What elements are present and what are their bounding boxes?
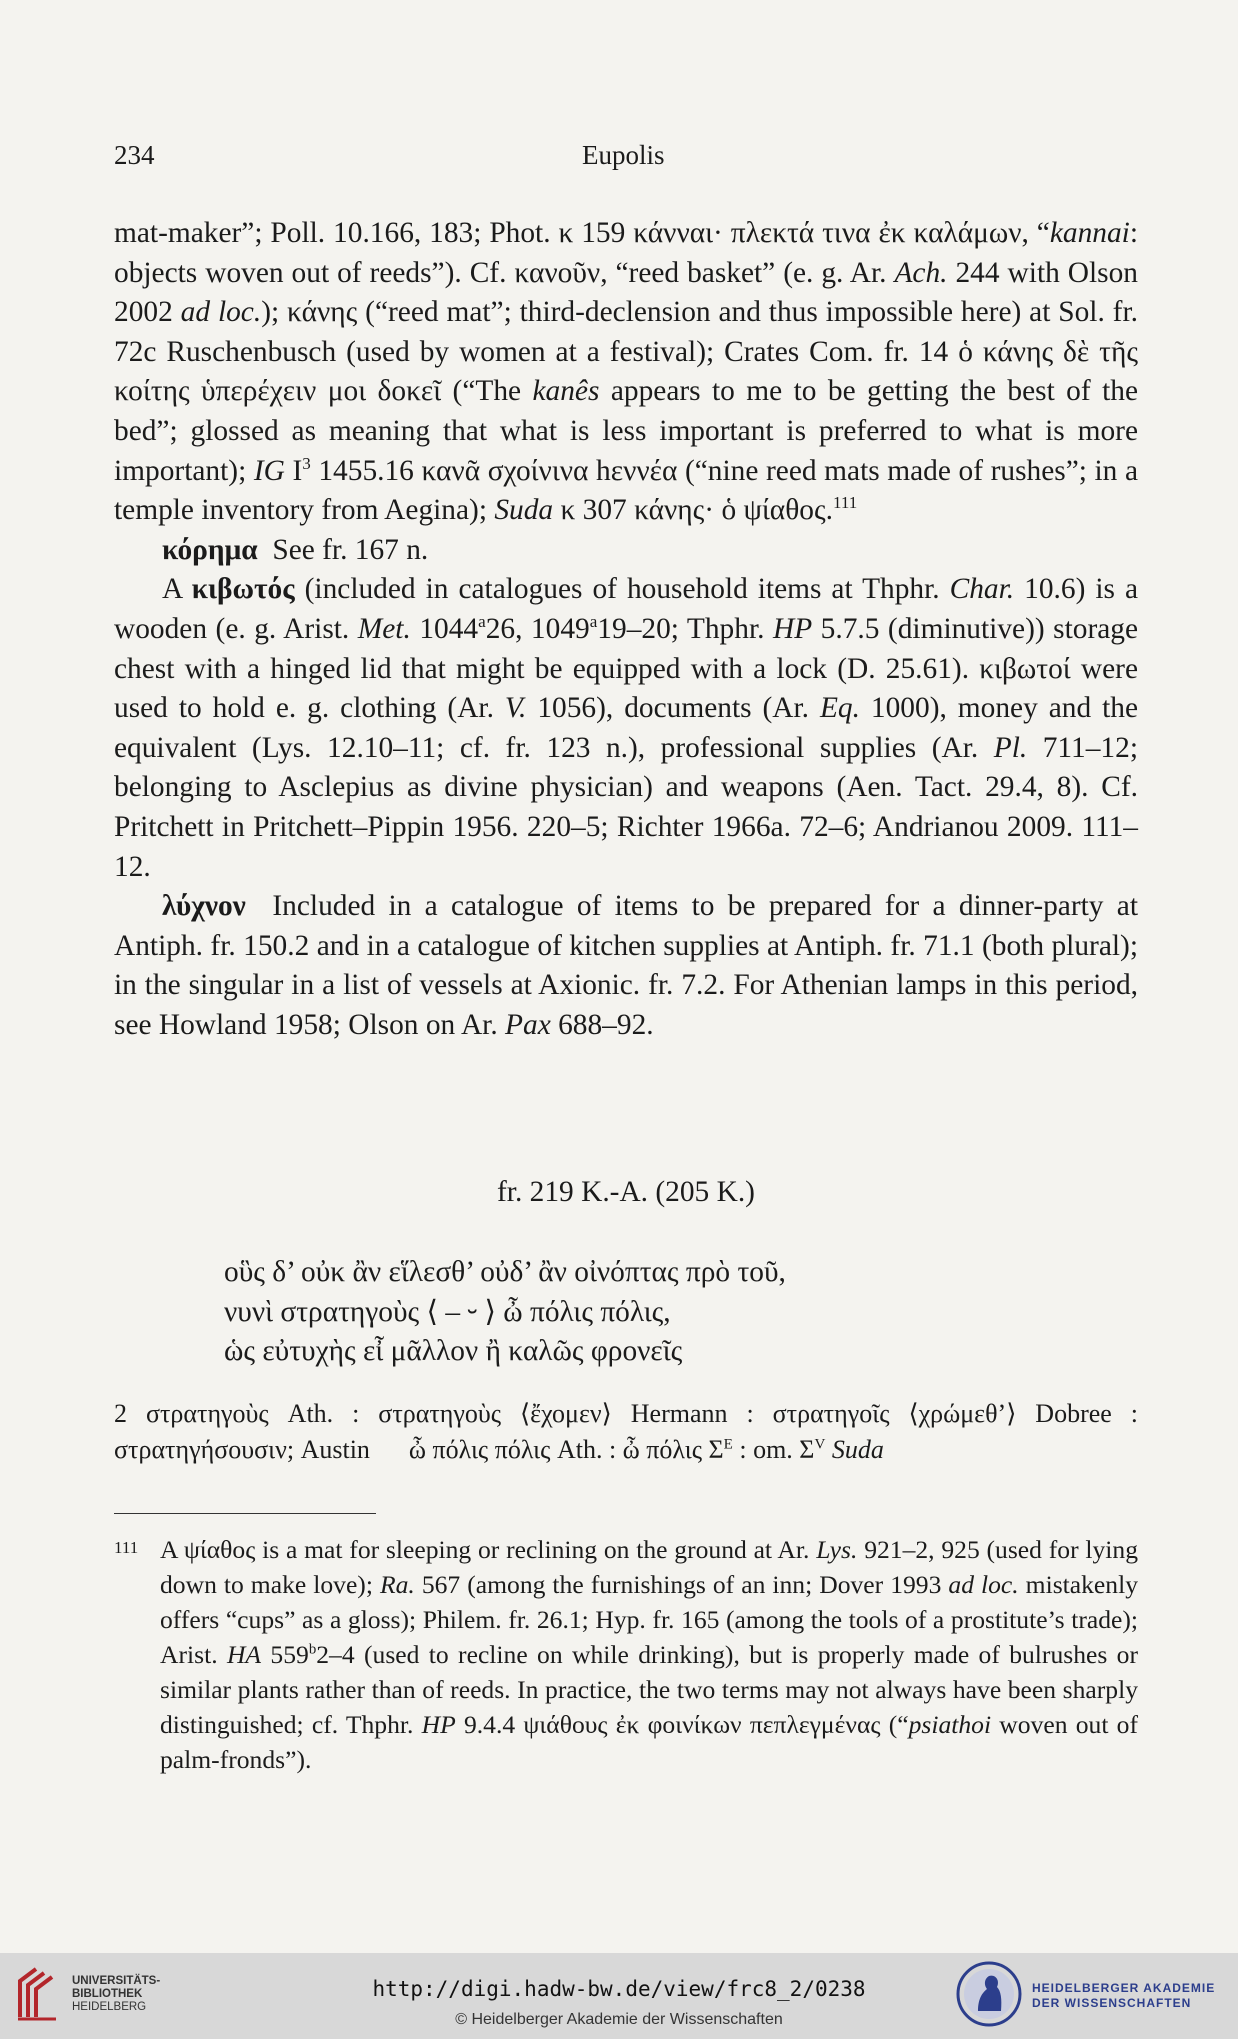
viewer-footer bbox=[0, 1953, 1238, 2039]
running-head bbox=[114, 136, 1138, 176]
footnote-text: A ψίαθος is a mat for sleeping or reclining on the ground at Ar. Lys. 921–2, 925 (used for lying down to make love); Ra. 567 (among the furnishings of an inn; Dover 1993 ad loc. mistakenly offers “cups” as a gloss); Philem. fr. 26.1; Hyp. fr. 165 (among the tools of a prostitute’s trade); Arist. HA 559$^b$2–4 (used to recline on while drinking), but is properly made of bulrushes or similar plants rather than of reeds. In practice, the two terms may not always have been sharply distinguished; cf. Thphr. HP 9.4.4 ψιάθους ἐκ φοινίκων πεπλεγμένας (“psiathoi woven out of palm-fronds”). bbox=[160, 1535, 1138, 1774]
fragment-heading: fr. 219 K.-A. (205 K.) bbox=[497, 1176, 755, 1208]
copyright-notice: © Heidelberger Akademie der Wissenschaften bbox=[455, 2011, 783, 2028]
fragment-verse bbox=[224, 1253, 786, 1372]
commentary-paragraph: mat-maker”; Poll. 10.166, 183; Phot. κ 159 κάνναι· πλεκτά τινα ἐκ καλάμων, “kannai: objects woven out of reeds”). Cf. κανοῦν, “reed basket” (e. g. Ar. Ach. 244 with Olson 2002 ad loc.); κάνης (“reed mat”; third-declension and thus impossible here) at Sol. fr. 72c Ruschenbusch (used by women at a festival); Crates Com. fr. 14 ὁ κάνης δὲ τῆς κοίτης ὑπερέχειν μοι δοκεῖ (“The kanês appears to me to be getting the best of the bed”; glossed as meaning that what is less important is preferred to what is more important); IG $I^3$ 1455.16 κανᾶ σχοίνινα hεννέα (“nine reed mats made of rushes”; in a temple inventory from Aegina); Suda κ 307 κάνης· ὁ ψίαθος.$^{111}$ bbox=[114, 217, 1138, 527]
academy-name: HEIDELBERGER AKADEMIE DER WISSENSCHAFTEN bbox=[1032, 1981, 1216, 2010]
running-head-title: Eupolis bbox=[582, 140, 665, 170]
permalink-url[interactable]: http://digi.hadw-bw.de/view/frc8_2/0238 bbox=[372, 1977, 866, 2001]
footnote bbox=[114, 1532, 1138, 1777]
verse-line: ὡς εὐτυχὴς εἶ μᾶλλον ἢ καλῶς φρονεῖς bbox=[224, 1335, 683, 1368]
lemma: λύχνον bbox=[162, 890, 246, 923]
academy-logo-icon[interactable] bbox=[954, 1959, 1024, 2029]
lemma-entry-kibotos: A κιβωτός (included in catalogues of household items at Thphr. Char. 10.6) is a wooden (e. g. Arist. Met. 1044$^a$26, 1049$^a$19–20; Thphr. HP 5.7.5 (diminutive)) storage chest with a hinged lid that might be equipped with a lock (D. 25.61). κιβωτοί were used to hold e. g. clothing (Ar. V. 1056), documents (Ar. Eq. 1000), money and the equivalent (Lys. 12.10–11; cf. fr. 123 n.), professional supplies (Ar. Pl. 711–12; belonging to Asclepius as divine physician) and weapons (Aen. Tact. 29.4, 8). Cf. Pritchett in Pritchett–Pippin 1956. 220–5; Richter 1966a. 72–6; Andrianou 2009. 111–12. bbox=[114, 573, 1139, 883]
footnote-mark: 111 bbox=[114, 1538, 139, 1557]
footnote-reference[interactable]: 111 bbox=[832, 493, 858, 513]
page-number: 234 bbox=[114, 140, 155, 170]
university-library-name: UNIVERSITÄTS- BIBLIOTHEK HEIDELBERG bbox=[72, 1975, 161, 2013]
lemma: κιβωτός bbox=[191, 573, 295, 606]
verse-line: οὓς δ’ οὐκ ἂν εἵλεσθ’ οὐδ’ ἂν οἰνόπτας πρὸ τοῦ, bbox=[224, 1256, 786, 1288]
lemma: κόρημα bbox=[162, 533, 258, 566]
lemma-entry-korema: κόρημα See fr. 167 n. bbox=[162, 533, 429, 566]
commentary-body bbox=[114, 214, 1146, 1045]
footnote-divider bbox=[114, 1513, 376, 1514]
critical-apparatus: 2 στρατηγοὺς Ath. : στρατηγοὺς ⟨ἔχομεν⟩ Hermann : στρατηγοῖς ⟨χρώμεθ’⟩ Dobree : στρατηγήσουσιν; Austin ὦ πόλις πόλις Ath. : ὦ πόλις $\Sigma^E$ : om. $\Sigma^V$ Suda bbox=[114, 1399, 1145, 1464]
verse-line: νυνὶ στρατηγοὺς ⟨ – ⏑ ⟩ ὦ πόλις πόλις, bbox=[224, 1295, 671, 1328]
lemma-entry-lychnon: λύχνον Included in a catalogue of items to be prepared for a dinner-party at Antiph. fr. 150.2 and in a catalogue of kitchen supplies at Antiph. fr. 71.1 (both plural); in the singular in a list of vessels at Axionic. fr. 7.2. For Athenian lamps in this period, see Howland 1958; Olson on Ar. Pax 688–92. bbox=[114, 890, 1146, 1041]
